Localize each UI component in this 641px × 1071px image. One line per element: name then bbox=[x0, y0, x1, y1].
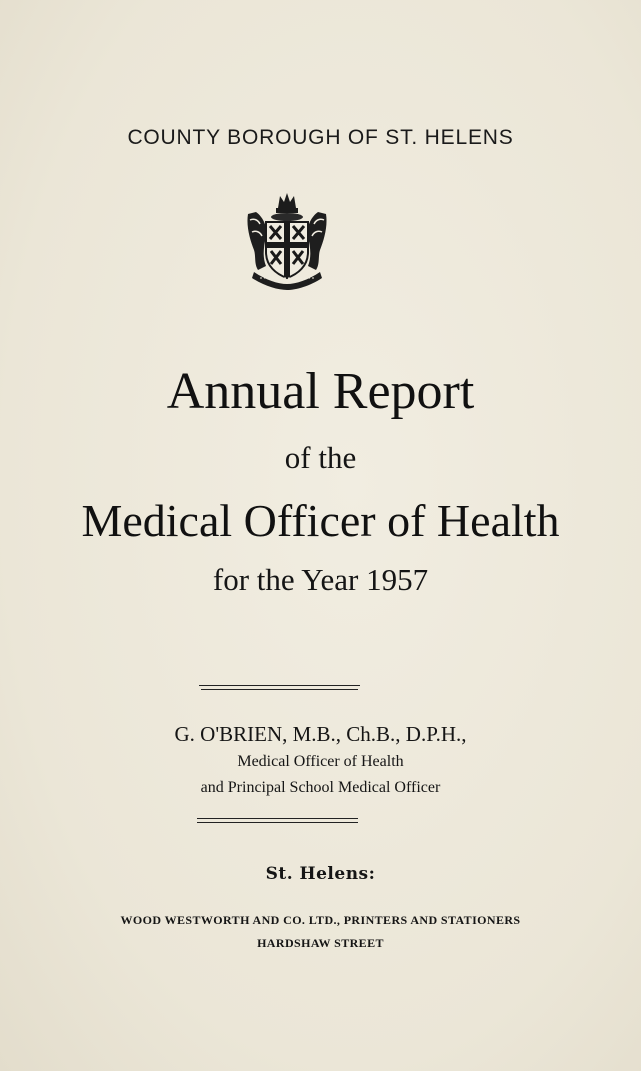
coat-of-arms-icon bbox=[244, 190, 330, 294]
borough-heading: COUNTY BOROUGH OF ST. HELENS bbox=[127, 126, 514, 149]
upper-rule-divider bbox=[199, 685, 360, 686]
lower-rule-divider bbox=[197, 818, 358, 819]
officer-title: Medical Officer of Health bbox=[81, 495, 560, 546]
report-title: Annual Report bbox=[166, 363, 475, 420]
lower-rule-divider-thick bbox=[197, 822, 358, 823]
author-name: G. O'BRIEN, M.B., Ch.B., D.P.H., bbox=[174, 722, 467, 746]
imprint-street: HARDSHAW STREET bbox=[257, 936, 384, 950]
author-role-secondary: and Principal School Medical Officer bbox=[200, 779, 441, 796]
report-year-line: for the Year 1957 bbox=[212, 562, 429, 597]
imprint-place: St. Helens: bbox=[265, 864, 376, 884]
upper-rule-divider-thin bbox=[201, 689, 358, 690]
author-role-primary: Medical Officer of Health bbox=[237, 753, 404, 770]
title-connector: of the bbox=[284, 440, 357, 475]
imprint-printer: WOOD WESTWORTH AND CO. LTD., PRINTERS AND STATIONERS bbox=[120, 913, 521, 927]
